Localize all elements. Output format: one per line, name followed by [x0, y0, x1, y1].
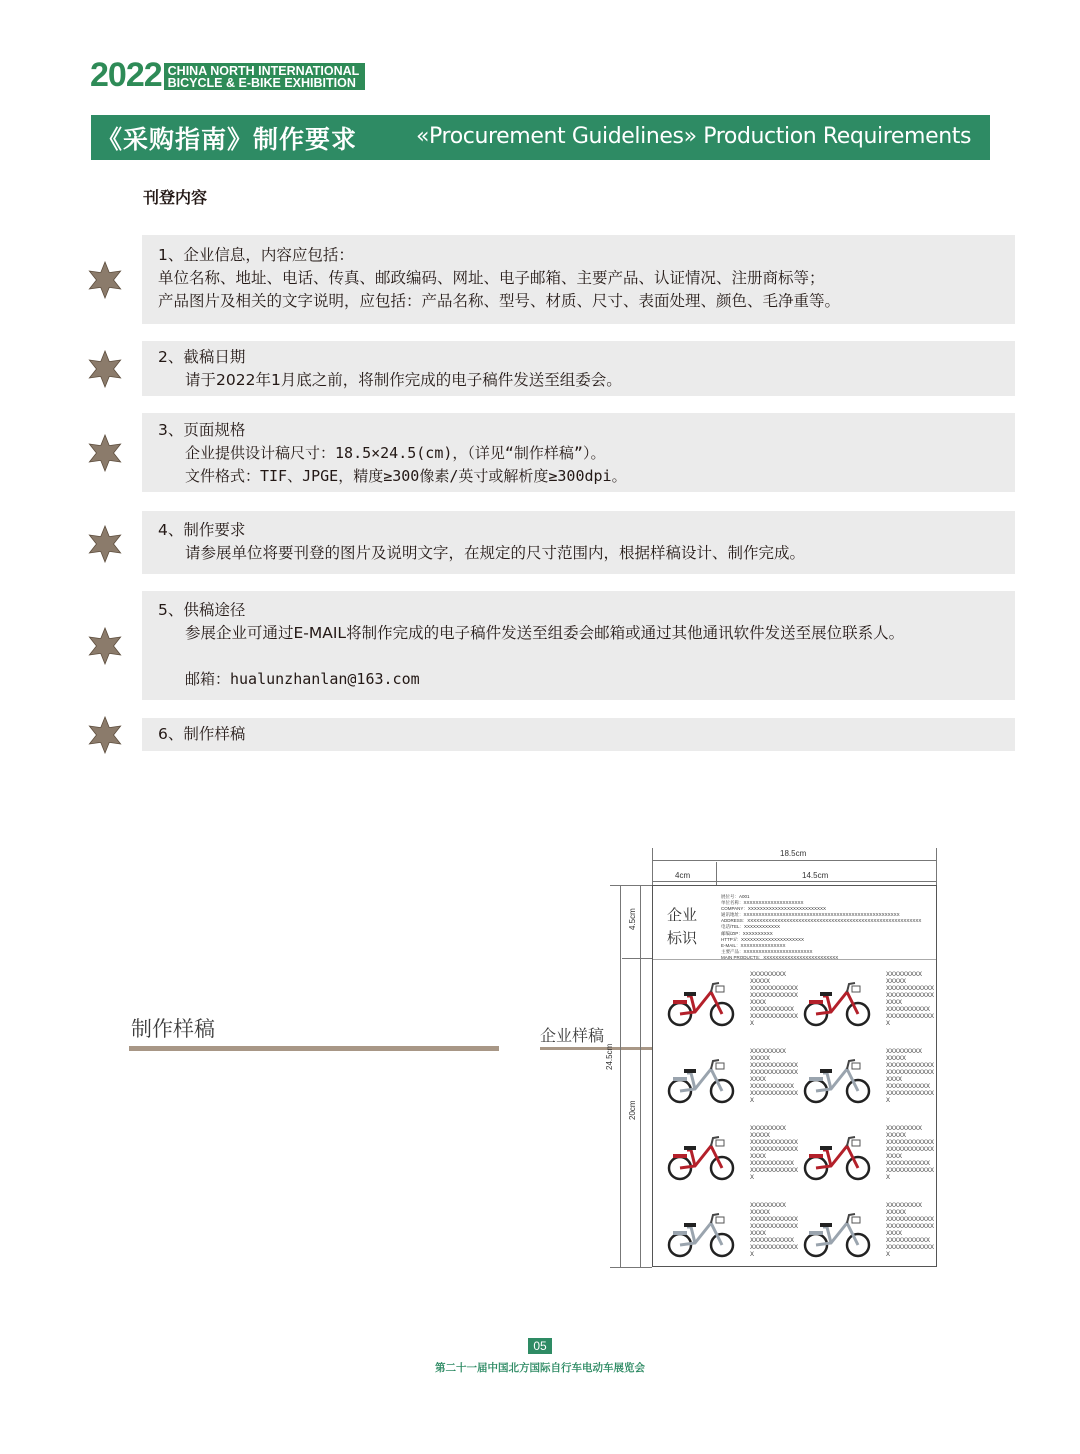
info-box-production [142, 511, 1015, 574]
dim-line-logo-width [652, 881, 716, 882]
product-item [789, 1120, 935, 1196]
dim-tick [652, 848, 653, 885]
product-item [653, 1197, 799, 1273]
dim-total-height: 24.5cm [605, 1043, 614, 1070]
info-box-page-spec [142, 413, 1015, 492]
product-item [789, 966, 935, 1042]
logo-line-1: CHINA NORTH INTERNATIONAL [167, 64, 360, 78]
item-text: 请参展单位将要刊登的图片及说明文字，在规定的尺寸范围内，根据样稿设计、制作完成。 [185, 544, 806, 562]
ebike-icon [667, 1055, 737, 1107]
product-description: XXXXXXXXX XXXXX XXXXXXXXXXXX XXXXXXXXXXXX XXXX XXXXXXXXXXX XXXXXXXXXXXX X [886, 1203, 935, 1258]
item-text: 企业提供设计稿尺寸：18.5×24.5(cm)，（详见“制作样稿”）。 [185, 444, 606, 462]
email-address: 邮箱：hualunzhanlan@163.com [185, 670, 420, 688]
dim-header-height: 4.5cm [628, 908, 637, 930]
ebike-icon [667, 1209, 737, 1261]
ebike-icon [803, 1055, 873, 1107]
product-description: XXXXXXXXX XXXXX XXXXXXXXXXXX XXXXXXXXXXXX XXXX XXXXXXXXXXX XXXXXXXXXXXX X [750, 1203, 799, 1258]
product-item [653, 1043, 799, 1119]
company-info-line: MAIN PRODUCTS：XXXXXXXXXXXXXXXXXXXXXXXXX [721, 954, 839, 960]
info-box-sample [142, 718, 1015, 751]
product-item [653, 966, 799, 1042]
company-info-line: COMPANY：XXXXXXXXXXXXXXXXXXXXXXXXXX [721, 906, 826, 912]
star-icon [86, 434, 124, 472]
sample-tag: 企业样稿 [540, 1026, 605, 1045]
logo-placeholder-line: 标识 [667, 929, 698, 947]
title-english: «Procurement Guidelines» Production Requirements [416, 124, 972, 149]
item-text: 参展企业可通过E-MAIL将制作完成的电子稿件发送至组委会邮箱或通过其他通讯软件发送至展位联系人。 [185, 624, 905, 642]
product-description: XXXXXXXXX XXXXX XXXXXXXXXXXX XXXXXXXXXXXX XXXX XXXXXXXXXXX XXXXXXXXXXXX X [750, 1049, 799, 1104]
product-item [653, 1120, 799, 1196]
item-text: 请于2022年1月底之前，将制作完成的电子稿件发送至组委会。 [185, 371, 622, 389]
company-info-line: 邮编/ZIP：XXXXXXXXXX [721, 930, 773, 936]
info-box-deadline [142, 341, 1015, 396]
dim-logo-width: 4cm [675, 871, 691, 880]
header-divider [653, 959, 936, 960]
dim-info-width: 14.5cm [802, 871, 829, 880]
item-heading: 1、企业信息，内容应包括： [158, 246, 354, 264]
sample-label: 制作样稿 [131, 1017, 215, 1041]
section-label: 刊登内容 [143, 188, 208, 207]
item-heading: 5、供稿途径 [158, 601, 246, 619]
company-info-line: 单位名称：XXXXXXXXXXXXXXXXXXXX [721, 900, 804, 906]
product-description: XXXXXXXXX XXXXX XXXXXXXXXXXX XXXXXXXXXXXX XXXX XXXXXXXXXXX XXXXXXXXXXXX X [886, 972, 935, 1027]
title-chinese: 《采购指南》制作要求 [97, 125, 358, 154]
item-text: 文件格式：TIF、JPGE，精度≥300像素/英寸或解析度≥300dpi。 [185, 467, 627, 485]
company-info-line: 主要产品：XXXXXXXXXXXXXXXXXXXXXXX [721, 948, 813, 954]
dim-tick [610, 885, 652, 886]
ebike-icon [803, 1132, 873, 1184]
title-bar [91, 115, 990, 160]
dim-tick [622, 958, 652, 959]
dim-line-body-height [640, 958, 641, 1267]
logo-placeholder-line: 企业 [667, 906, 698, 924]
ebike-icon [667, 978, 737, 1030]
company-info-line: 展位号：A001 [721, 894, 750, 899]
company-info-line: 通讯地址：XXXXXXXXXXXXXXXXXXXXXXXXXXXXXXXXXXXXXXXXXXXXXXXXXXXX [721, 912, 900, 918]
item-heading: 6、制作样稿 [158, 725, 246, 743]
dim-line-total-width [652, 860, 937, 861]
exhibition-logo [90, 56, 365, 94]
dim-tick [936, 848, 937, 885]
sample-sheet [652, 885, 937, 1267]
connector-line [540, 1047, 663, 1050]
product-description: XXXXXXXXX XXXXX XXXXXXXXXXXX XXXXXXXXXXXX XXXX XXXXXXXXXXX XXXXXXXXXXXX X [886, 1126, 935, 1181]
company-info [721, 894, 921, 961]
company-info-line: 电话/TEL：XXXXXXXXXXXX [721, 924, 781, 930]
star-icon [86, 350, 124, 388]
star-icon [86, 525, 124, 563]
info-box-submission [142, 591, 1015, 700]
page-number: 05 [528, 1338, 552, 1354]
dim-total-width: 18.5cm [780, 849, 807, 858]
product-description: XXXXXXXXX XXXXX XXXXXXXXXXXX XXXXXXXXXXXX XXXX XXXXXXXXXXX XXXXXXXXXXXX X [750, 1126, 799, 1181]
company-info-line: E-MAIL：XXXXXXXXXXXXXXX [721, 942, 786, 948]
ebike-icon [803, 978, 873, 1030]
dim-body-height: 20cm [628, 1100, 637, 1120]
item-text: 单位名称、地址、电话、传真、邮政编码、网址、电子邮箱、主要产品、认证情况、注册商标等； [158, 269, 825, 287]
product-item [789, 1043, 935, 1119]
logo-line-2: BICYCLE & E-BIKE EXHIBITION [167, 76, 356, 90]
product-description: XXXXXXXXX XXXXX XXXXXXXXXXXX XXXXXXXXXXXX XXXX XXXXXXXXXXX XXXXXXXXXXXX X [750, 972, 799, 1027]
divider [129, 1046, 499, 1051]
footer-text: 第二十一届中国北方国际自行车电动车展览会 [435, 1362, 645, 1374]
star-icon [86, 261, 124, 299]
logo-year: 2022 [90, 56, 162, 94]
company-info-line: HTTP://：XXXXXXXXXXXXXXXXXXXXX [721, 936, 805, 942]
item-heading: 4、制作要求 [158, 521, 246, 539]
logo-placeholder [667, 904, 697, 950]
logo-text-box [164, 63, 366, 90]
dim-tick [610, 1267, 652, 1268]
dim-line-header-height [640, 885, 641, 958]
item-text: 产品图片及相关的文字说明，应包括：产品名称、型号、材质、尺寸、表面处理、颜色、毛净重等。 [158, 292, 841, 310]
info-box-company [142, 235, 1015, 324]
product-item [789, 1197, 935, 1273]
company-info-line: ADDRESS：XXXXXXXXXXXXXXXXXXXXXXXXXXXXXXXXXXXXXXXXXXXXXXXXXXXXXXXXXX [721, 918, 922, 924]
dim-line-info-width [716, 881, 936, 882]
ebike-icon [803, 1209, 873, 1261]
ebike-icon [667, 1132, 737, 1184]
item-heading: 3、页面规格 [158, 421, 246, 439]
product-description: XXXXXXXXX XXXXX XXXXXXXXXXXX XXXXXXXXXXXX XXXX XXXXXXXXXXX XXXXXXXXXXXX X [886, 1049, 935, 1104]
dim-line-total-height [620, 885, 621, 1267]
star-icon [86, 627, 124, 665]
item-heading: 2、截稿日期 [158, 348, 246, 366]
star-icon [86, 716, 124, 754]
